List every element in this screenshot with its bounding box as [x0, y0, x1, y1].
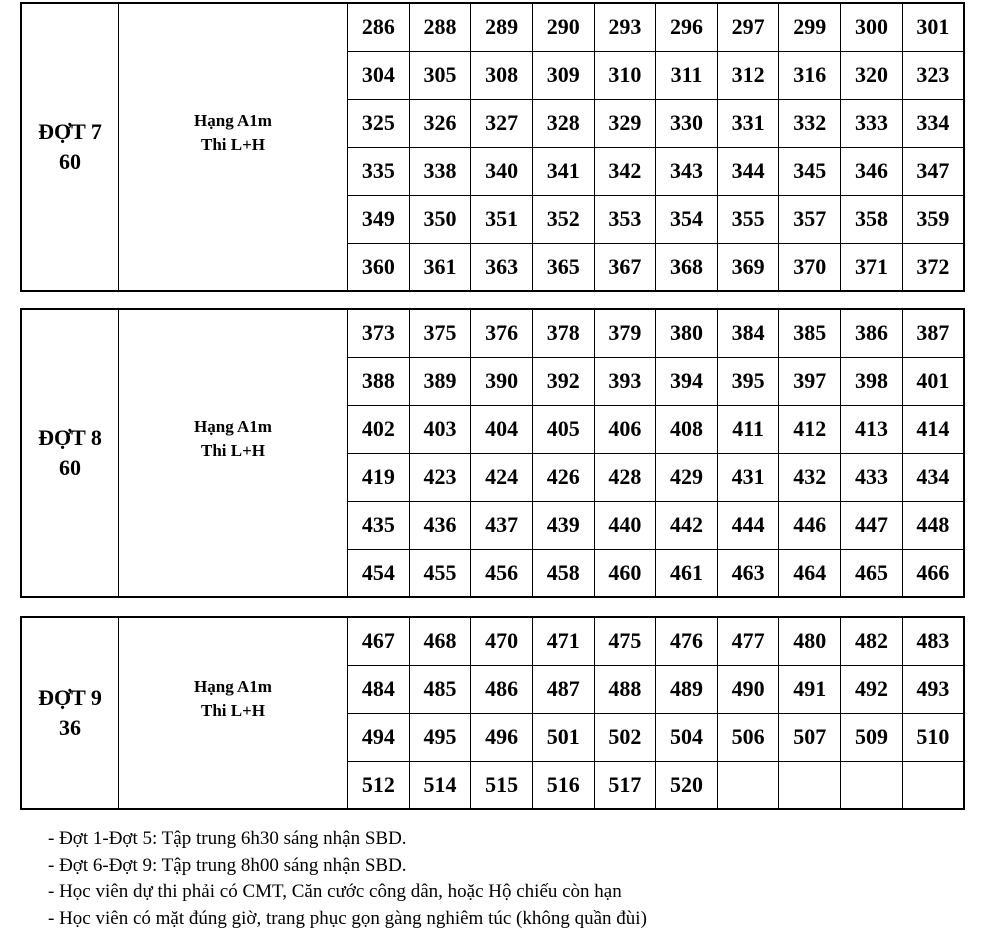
note-item: - Học viên có mặt đúng giờ, trang phục gọn gàng nghiêm túc (không quần đùi) [48, 907, 647, 929]
batch-label: ĐỢT 7 [38, 119, 102, 144]
candidate-number: 435 [348, 501, 410, 549]
license-class: Hạng A1m [194, 677, 272, 696]
candidate-number: 475 [594, 617, 656, 665]
candidate-number: 465 [841, 549, 903, 597]
candidate-number: 347 [902, 147, 964, 195]
candidate-number: 359 [902, 195, 964, 243]
candidate-number: 477 [717, 617, 779, 665]
candidate-number: 327 [471, 99, 533, 147]
candidate-number: 289 [471, 3, 533, 51]
candidate-number: 464 [779, 549, 841, 597]
candidate-number: 370 [779, 243, 841, 291]
candidate-number: 301 [902, 3, 964, 51]
candidate-number: 501 [532, 713, 594, 761]
candidate-number: 304 [348, 51, 410, 99]
candidate-number: 411 [717, 405, 779, 453]
candidate-number: 386 [841, 309, 903, 357]
candidate-number: 488 [594, 665, 656, 713]
batch-count: 60 [59, 455, 81, 480]
candidate-number: 316 [779, 51, 841, 99]
candidate-number: 495 [409, 713, 471, 761]
candidate-number: 393 [594, 357, 656, 405]
candidate-number: 397 [779, 357, 841, 405]
candidate-number: 436 [409, 501, 471, 549]
candidate-number: 461 [656, 549, 718, 597]
candidate-number: 340 [471, 147, 533, 195]
candidate-number: 514 [409, 761, 471, 809]
candidate-number: 489 [656, 665, 718, 713]
candidate-number: 439 [532, 501, 594, 549]
batch-label-cell [21, 617, 119, 809]
notes-list [48, 826, 647, 932]
license-class-cell [119, 617, 348, 809]
candidate-number [841, 761, 903, 809]
candidate-number [902, 761, 964, 809]
candidate-number: 334 [902, 99, 964, 147]
candidate-number: 398 [841, 357, 903, 405]
candidate-number: 404 [471, 405, 533, 453]
candidate-number [779, 761, 841, 809]
candidate-number: 290 [532, 3, 594, 51]
candidate-number: 365 [532, 243, 594, 291]
candidate-number: 487 [532, 665, 594, 713]
candidate-number: 486 [471, 665, 533, 713]
batch-label: ĐỢT 9 [38, 685, 102, 710]
exam-type: Thi L+H [200, 701, 265, 720]
candidate-number: 509 [841, 713, 903, 761]
candidate-number: 442 [656, 501, 718, 549]
license-class-cell [119, 309, 348, 597]
candidate-number: 323 [902, 51, 964, 99]
candidate-number: 329 [594, 99, 656, 147]
license-class: Hạng A1m [194, 111, 272, 130]
candidate-number: 355 [717, 195, 779, 243]
candidate-number: 432 [779, 453, 841, 501]
candidate-number: 406 [594, 405, 656, 453]
candidate-number: 288 [409, 3, 471, 51]
candidate-number: 455 [409, 549, 471, 597]
candidate-number: 492 [841, 665, 903, 713]
candidate-number: 413 [841, 405, 903, 453]
candidate-number: 419 [348, 453, 410, 501]
candidate-number: 390 [471, 357, 533, 405]
license-class-cell [119, 3, 348, 291]
candidate-number: 353 [594, 195, 656, 243]
candidate-number: 344 [717, 147, 779, 195]
candidate-number: 330 [656, 99, 718, 147]
candidate-number: 360 [348, 243, 410, 291]
candidate-number: 480 [779, 617, 841, 665]
candidate-number: 309 [532, 51, 594, 99]
candidate-number: 373 [348, 309, 410, 357]
candidate-number: 484 [348, 665, 410, 713]
candidate-number: 293 [594, 3, 656, 51]
candidate-number: 448 [902, 501, 964, 549]
candidate-number: 460 [594, 549, 656, 597]
candidate-number: 345 [779, 147, 841, 195]
candidate-number: 456 [471, 549, 533, 597]
candidate-number: 408 [656, 405, 718, 453]
table-row [21, 617, 964, 665]
candidate-number: 502 [594, 713, 656, 761]
candidate-number: 326 [409, 99, 471, 147]
candidate-number: 378 [532, 309, 594, 357]
table-row [21, 309, 964, 357]
candidate-number: 467 [348, 617, 410, 665]
candidate-number: 493 [902, 665, 964, 713]
candidate-number: 470 [471, 617, 533, 665]
candidate-number: 516 [532, 761, 594, 809]
candidate-number: 299 [779, 3, 841, 51]
candidate-number: 358 [841, 195, 903, 243]
candidate-number: 394 [656, 357, 718, 405]
exam-type: Thi L+H [200, 441, 265, 460]
candidate-number: 471 [532, 617, 594, 665]
candidate-number: 389 [409, 357, 471, 405]
candidate-number: 384 [717, 309, 779, 357]
note-item: - Đợt 6-Đợt 9: Tập trung 8h00 sáng nhận SBD. [48, 854, 407, 876]
candidate-number: 483 [902, 617, 964, 665]
candidate-number: 428 [594, 453, 656, 501]
candidate-number: 312 [717, 51, 779, 99]
candidate-number: 308 [471, 51, 533, 99]
candidate-number: 446 [779, 501, 841, 549]
candidate-number: 482 [841, 617, 903, 665]
candidate-number: 426 [532, 453, 594, 501]
candidate-number: 512 [348, 761, 410, 809]
candidate-number: 387 [902, 309, 964, 357]
candidate-number: 297 [717, 3, 779, 51]
candidate-number: 395 [717, 357, 779, 405]
batch-table [20, 616, 965, 810]
candidate-number: 388 [348, 357, 410, 405]
candidate-number: 402 [348, 405, 410, 453]
candidate-number: 515 [471, 761, 533, 809]
candidate-number: 458 [532, 549, 594, 597]
candidate-number: 300 [841, 3, 903, 51]
candidate-number: 338 [409, 147, 471, 195]
candidate-number: 412 [779, 405, 841, 453]
candidate-number: 506 [717, 713, 779, 761]
candidate-number: 375 [409, 309, 471, 357]
candidate-number: 431 [717, 453, 779, 501]
candidate-number: 423 [409, 453, 471, 501]
candidate-number: 434 [902, 453, 964, 501]
candidate-number: 354 [656, 195, 718, 243]
candidate-number: 296 [656, 3, 718, 51]
candidate-number: 507 [779, 713, 841, 761]
batch-label-cell [21, 309, 119, 597]
candidate-number: 368 [656, 243, 718, 291]
candidate-number: 343 [656, 147, 718, 195]
candidate-number: 468 [409, 617, 471, 665]
candidate-number: 361 [409, 243, 471, 291]
candidate-number: 504 [656, 713, 718, 761]
candidate-number: 325 [348, 99, 410, 147]
candidate-number: 463 [717, 549, 779, 597]
candidate-number: 332 [779, 99, 841, 147]
candidate-number: 311 [656, 51, 718, 99]
batch-table [20, 308, 965, 598]
candidate-number: 372 [902, 243, 964, 291]
candidate-number: 385 [779, 309, 841, 357]
candidate-number: 320 [841, 51, 903, 99]
candidate-number: 491 [779, 665, 841, 713]
candidate-number: 405 [532, 405, 594, 453]
candidate-number: 363 [471, 243, 533, 291]
candidate-number: 403 [409, 405, 471, 453]
candidate-number: 520 [656, 761, 718, 809]
candidate-number: 310 [594, 51, 656, 99]
candidate-number: 476 [656, 617, 718, 665]
candidate-number: 286 [348, 3, 410, 51]
candidate-number: 429 [656, 453, 718, 501]
batch-label: ĐỢT 8 [38, 425, 102, 450]
candidate-number: 351 [471, 195, 533, 243]
candidate-number: 333 [841, 99, 903, 147]
candidate-number: 371 [841, 243, 903, 291]
batch-label-cell [21, 3, 119, 291]
candidate-number: 335 [348, 147, 410, 195]
candidate-number: 352 [532, 195, 594, 243]
candidate-number: 305 [409, 51, 471, 99]
license-class: Hạng A1m [194, 417, 272, 436]
batch-table [20, 2, 965, 292]
candidate-number: 444 [717, 501, 779, 549]
candidate-number: 517 [594, 761, 656, 809]
batch-count: 36 [59, 715, 81, 740]
candidate-number: 490 [717, 665, 779, 713]
candidate-number: 342 [594, 147, 656, 195]
candidate-number: 424 [471, 453, 533, 501]
candidate-number: 349 [348, 195, 410, 243]
candidate-number [717, 761, 779, 809]
candidate-number: 331 [717, 99, 779, 147]
candidate-number: 379 [594, 309, 656, 357]
candidate-number: 350 [409, 195, 471, 243]
candidate-number: 414 [902, 405, 964, 453]
candidate-number: 341 [532, 147, 594, 195]
candidate-number: 485 [409, 665, 471, 713]
candidate-number: 376 [471, 309, 533, 357]
note-item: - Đợt 1-Đợt 5: Tập trung 6h30 sáng nhận SBD. [48, 828, 407, 849]
note-item: - Học viên dự thi phải có CMT, Căn cước công dân, hoặc Hộ chiếu còn hạn [48, 881, 622, 902]
candidate-number: 447 [841, 501, 903, 549]
batch-count: 60 [59, 149, 81, 174]
candidate-number: 510 [902, 713, 964, 761]
candidate-number: 369 [717, 243, 779, 291]
candidate-number: 437 [471, 501, 533, 549]
candidate-number: 454 [348, 549, 410, 597]
candidate-number: 440 [594, 501, 656, 549]
candidate-number: 357 [779, 195, 841, 243]
candidate-number: 367 [594, 243, 656, 291]
candidate-number: 496 [471, 713, 533, 761]
candidate-number: 380 [656, 309, 718, 357]
candidate-number: 466 [902, 549, 964, 597]
candidate-number: 328 [532, 99, 594, 147]
exam-type: Thi L+H [200, 135, 265, 154]
candidate-number: 401 [902, 357, 964, 405]
candidate-number: 346 [841, 147, 903, 195]
candidate-number: 433 [841, 453, 903, 501]
candidate-number: 494 [348, 713, 410, 761]
table-row [21, 3, 964, 51]
candidate-number: 392 [532, 357, 594, 405]
